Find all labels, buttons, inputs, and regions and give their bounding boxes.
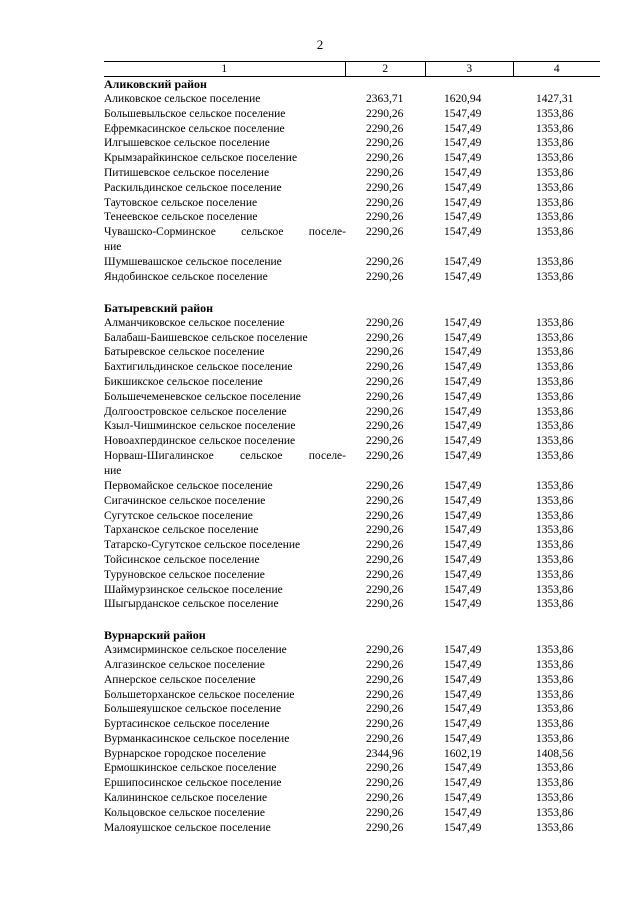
settlement-name: Батыревское сельское поселение xyxy=(104,346,265,359)
table-row xyxy=(104,225,600,255)
value-col-3: 1547,49 xyxy=(444,732,482,745)
value-col-2: 2290,26 xyxy=(366,644,404,657)
value-col-3: 1602,19 xyxy=(444,747,482,760)
value-col-3: 1547,49 xyxy=(444,583,482,596)
settlement-name-line: Чувашско-Сорминское сельское поселе- xyxy=(104,226,346,239)
value-col-3: 1547,49 xyxy=(444,777,482,790)
value-col-4: 1353,86 xyxy=(536,226,574,239)
settlement-name: Апнерское сельское поселение xyxy=(104,673,256,686)
value-col-3: 1547,49 xyxy=(444,166,482,179)
value-col-3: 1547,49 xyxy=(444,196,482,209)
value-col-3: 1547,49 xyxy=(444,270,482,283)
table-body xyxy=(104,77,600,835)
table-row xyxy=(104,210,600,225)
table-row xyxy=(104,196,600,211)
value-col-2: 2290,26 xyxy=(366,331,404,344)
table-row xyxy=(104,270,600,285)
table-row xyxy=(104,806,600,821)
value-col-4: 1353,86 xyxy=(536,390,574,403)
value-col-2: 2290,26 xyxy=(366,226,404,239)
settlement-name: Буртасинское сельское поселение xyxy=(104,718,270,731)
table-row xyxy=(104,375,600,390)
settlement-name: Шыгырданское сельское поселение xyxy=(104,598,279,611)
value-col-3: 1547,49 xyxy=(444,405,482,418)
settlement-name: Кзыл-Чишминское сельское поселение xyxy=(104,420,296,433)
settlement-name: Первомайское сельское поселение xyxy=(104,479,273,492)
settlement-name: Питишевское сельское поселение xyxy=(104,166,270,179)
value-col-3: 1547,49 xyxy=(444,568,482,581)
value-col-4: 1353,86 xyxy=(536,494,574,507)
settlement-name: Сугутское сельское поселение xyxy=(104,509,253,522)
value-col-4: 1408,56 xyxy=(536,747,574,760)
settlement-name: Большечеменевское сельское поселение xyxy=(104,390,301,403)
settlement-name-continuation: ние xyxy=(104,464,122,477)
value-col-4: 1353,86 xyxy=(536,821,574,834)
table-row xyxy=(104,390,600,405)
column-header-2: 2 xyxy=(345,62,426,76)
value-col-4: 1353,86 xyxy=(536,316,574,329)
value-col-3: 1547,49 xyxy=(444,226,482,239)
value-col-3: 1547,49 xyxy=(444,122,482,135)
table-row xyxy=(104,509,600,524)
value-col-2: 2290,26 xyxy=(366,420,404,433)
table-row xyxy=(104,747,600,762)
settlement-name: Малояушское сельское поселение xyxy=(104,821,271,834)
value-col-4: 1353,86 xyxy=(536,732,574,745)
table-row xyxy=(104,673,600,688)
value-col-3: 1547,49 xyxy=(444,539,482,552)
table-row xyxy=(104,316,600,331)
settlement-name: Бикшикское сельское поселение xyxy=(104,375,263,388)
value-col-2: 2290,26 xyxy=(366,509,404,522)
settlement-name: Шумшевашское сельское поселение xyxy=(104,256,282,269)
value-col-4: 1353,86 xyxy=(536,583,574,596)
value-col-2: 2290,26 xyxy=(366,122,404,135)
settlement-name: Долгоостровское сельское поселение xyxy=(104,405,287,418)
table-row xyxy=(104,92,600,107)
value-col-3: 1547,49 xyxy=(444,435,482,448)
value-col-2: 2290,26 xyxy=(366,777,404,790)
value-col-2: 2290,26 xyxy=(366,405,404,418)
settlement-name-continuation: ние xyxy=(104,241,122,254)
table-row xyxy=(104,791,600,806)
table-row xyxy=(104,688,600,703)
settlement-name: Тенеевское сельское поселение xyxy=(104,211,258,224)
value-col-4: 1353,86 xyxy=(536,435,574,448)
settlement-name: Азимсирминское сельское поселение xyxy=(104,644,287,657)
value-col-2: 2290,26 xyxy=(366,181,404,194)
value-col-2: 2290,26 xyxy=(366,270,404,283)
value-col-4: 1353,86 xyxy=(536,539,574,552)
value-col-2: 2363,71 xyxy=(366,93,404,105)
value-col-3: 1547,49 xyxy=(444,806,482,819)
column-header-3: 3 xyxy=(425,62,512,76)
settlement-name: Алгазинское сельское поселение xyxy=(104,658,265,671)
settlement-name: Татарско-Сугутское сельское поселение xyxy=(104,539,301,552)
value-col-2: 2290,26 xyxy=(366,658,404,671)
tariff-table xyxy=(104,61,600,835)
value-col-2: 2290,26 xyxy=(366,821,404,834)
table-row xyxy=(104,776,600,791)
table-row xyxy=(104,479,600,494)
value-col-3: 1547,49 xyxy=(444,181,482,194)
value-col-4: 1353,86 xyxy=(536,806,574,819)
table-row xyxy=(104,449,600,479)
settlement-name: Раскильдинское сельское поселение xyxy=(104,181,282,194)
table-row xyxy=(104,568,600,583)
value-col-4: 1353,86 xyxy=(536,152,574,165)
value-col-2: 2290,26 xyxy=(366,568,404,581)
value-col-2: 2290,26 xyxy=(366,673,404,686)
value-col-3: 1547,49 xyxy=(444,420,482,433)
settlement-name: Новоахпердинское сельское поселение xyxy=(104,435,296,448)
value-col-3: 1547,49 xyxy=(444,479,482,492)
settlement-name: Большеторханское сельское поселение xyxy=(104,688,295,701)
value-col-2: 2290,26 xyxy=(366,494,404,507)
table-row xyxy=(104,717,600,732)
table-row xyxy=(104,553,600,568)
value-col-2: 2290,26 xyxy=(366,539,404,552)
settlement-name: Большевыльское сельское поселение xyxy=(104,107,286,120)
district-heading: Батыревский район xyxy=(104,300,214,315)
table-row xyxy=(104,597,600,612)
value-col-4: 1353,86 xyxy=(536,270,574,283)
value-col-4: 1353,86 xyxy=(536,598,574,611)
value-col-2: 2290,26 xyxy=(366,524,404,537)
value-col-4: 1353,86 xyxy=(536,181,574,194)
table-row xyxy=(104,658,600,673)
value-col-2: 2290,26 xyxy=(366,449,404,462)
settlement-name: Туруновское сельское поселение xyxy=(104,568,265,581)
value-col-2: 2290,26 xyxy=(366,732,404,745)
value-col-2: 2290,26 xyxy=(366,598,404,611)
settlement-name: Ермошкинское сельское поселение xyxy=(104,762,277,775)
value-col-4: 1353,86 xyxy=(536,658,574,671)
table-row xyxy=(104,136,600,151)
value-col-2: 2290,26 xyxy=(366,375,404,388)
value-col-2: 2290,26 xyxy=(366,479,404,492)
value-col-4: 1353,86 xyxy=(536,346,574,359)
value-col-2: 2290,26 xyxy=(366,137,404,150)
value-col-3: 1547,49 xyxy=(444,509,482,522)
value-col-4: 1353,86 xyxy=(536,211,574,224)
value-col-4: 1353,86 xyxy=(536,673,574,686)
section-spacer xyxy=(104,285,600,301)
page-number: 2 xyxy=(316,37,324,52)
value-col-3: 1547,49 xyxy=(444,494,482,507)
value-col-2: 2290,26 xyxy=(366,762,404,775)
settlement-name: Калининское сельское поселение xyxy=(104,792,268,805)
value-col-4: 1353,86 xyxy=(536,196,574,209)
value-col-3: 1547,49 xyxy=(444,390,482,403)
table-row xyxy=(104,434,600,449)
value-col-4: 1353,86 xyxy=(536,644,574,657)
value-col-4: 1353,86 xyxy=(536,361,574,374)
table-row xyxy=(104,107,600,122)
value-col-3: 1547,49 xyxy=(444,718,482,731)
value-col-4: 1353,86 xyxy=(536,509,574,522)
value-col-2: 2290,26 xyxy=(366,361,404,374)
settlement-name: Сигачинское сельское поселение xyxy=(104,494,266,507)
value-col-4: 1353,86 xyxy=(536,375,574,388)
settlement-name: Ефремкасинское сельское поселение xyxy=(104,122,285,135)
value-col-2: 2344,96 xyxy=(366,747,404,760)
value-col-4: 1353,86 xyxy=(536,688,574,701)
value-col-4: 1353,86 xyxy=(536,122,574,135)
value-col-3: 1547,49 xyxy=(444,256,482,269)
column-header-1: 1 xyxy=(221,63,228,75)
settlement-name: Тойсинское сельское поселение xyxy=(104,553,260,566)
value-col-4: 1353,86 xyxy=(536,331,574,344)
settlement-name xyxy=(104,449,346,479)
column-header-4: 4 xyxy=(513,62,600,76)
value-col-4: 1353,86 xyxy=(536,792,574,805)
value-col-3: 1547,49 xyxy=(444,346,482,359)
settlement-name: Яндобинское сельское поселение xyxy=(104,270,268,283)
value-col-2: 2290,26 xyxy=(366,346,404,359)
value-col-4: 1353,86 xyxy=(536,166,574,179)
value-col-4: 1353,86 xyxy=(536,553,574,566)
value-col-3: 1547,49 xyxy=(444,792,482,805)
value-col-4: 1353,86 xyxy=(536,703,574,716)
value-col-4: 1353,86 xyxy=(536,568,574,581)
value-col-4: 1353,86 xyxy=(536,449,574,462)
value-col-3: 1547,49 xyxy=(444,658,482,671)
value-col-3: 1547,49 xyxy=(444,211,482,224)
settlement-name xyxy=(104,225,346,255)
value-col-4: 1353,86 xyxy=(536,718,574,731)
value-col-4: 1353,86 xyxy=(536,137,574,150)
table-row xyxy=(104,643,600,658)
district-heading: Вурнарский район xyxy=(104,628,206,643)
value-col-4: 1427,31 xyxy=(536,93,574,105)
value-col-3: 1547,49 xyxy=(444,688,482,701)
settlement-name: Кольцовское сельское поселение xyxy=(104,806,266,819)
value-col-3: 1547,49 xyxy=(444,762,482,775)
table-row xyxy=(104,494,600,509)
value-col-2: 2290,26 xyxy=(366,107,404,120)
value-col-3: 1620,94 xyxy=(444,93,482,105)
value-col-4: 1353,86 xyxy=(536,524,574,537)
settlement-name-line: Норваш-Шигалинское сельское поселе- xyxy=(104,449,346,462)
value-col-2: 2290,26 xyxy=(366,688,404,701)
value-col-4: 1353,86 xyxy=(536,405,574,418)
value-col-4: 1353,86 xyxy=(536,762,574,775)
value-col-3: 1547,49 xyxy=(444,316,482,329)
value-col-3: 1547,49 xyxy=(444,821,482,834)
value-col-2: 2290,26 xyxy=(366,152,404,165)
value-col-3: 1547,49 xyxy=(444,449,482,462)
table-row xyxy=(104,345,600,360)
settlement-name: Ершипосинское сельское поселение xyxy=(104,777,282,790)
value-col-3: 1547,49 xyxy=(444,107,482,120)
section-spacer xyxy=(104,612,600,628)
settlement-name: Шаймурзинское сельское поселение xyxy=(104,583,283,596)
table-row xyxy=(104,360,600,375)
settlement-name: Тарханское сельское поселение xyxy=(104,524,259,537)
settlement-name: Крымзарайкинское сельское поселение xyxy=(104,152,298,165)
value-col-4: 1353,86 xyxy=(536,777,574,790)
settlement-name: Алманчиковское сельское поселение xyxy=(104,316,285,329)
table-row xyxy=(104,702,600,717)
table-row xyxy=(104,181,600,196)
table-row xyxy=(104,166,600,181)
value-col-3: 1547,49 xyxy=(444,137,482,150)
value-col-3: 1547,49 xyxy=(444,673,482,686)
table-row xyxy=(104,151,600,166)
table-row xyxy=(104,732,600,747)
value-col-2: 2290,26 xyxy=(366,166,404,179)
table-row xyxy=(104,523,600,538)
value-col-3: 1547,49 xyxy=(444,524,482,537)
settlement-name: Аликовское сельское поселение xyxy=(104,93,261,105)
value-col-2: 2290,26 xyxy=(366,703,404,716)
value-col-2: 2290,26 xyxy=(366,806,404,819)
value-col-3: 1547,49 xyxy=(444,361,482,374)
value-col-2: 2290,26 xyxy=(366,256,404,269)
settlement-name: Вурнарское городское поселение xyxy=(104,747,266,760)
value-col-3: 1547,49 xyxy=(444,553,482,566)
value-col-2: 2290,26 xyxy=(366,792,404,805)
value-col-4: 1353,86 xyxy=(536,256,574,269)
district-heading: Аликовский район xyxy=(104,77,207,91)
settlement-name: Илгышевское сельское поселение xyxy=(104,137,270,150)
table-row xyxy=(104,419,600,434)
table-row xyxy=(104,583,600,598)
table-row xyxy=(104,122,600,137)
table-row xyxy=(104,538,600,553)
value-col-3: 1547,49 xyxy=(444,152,482,165)
value-col-3: 1547,49 xyxy=(444,644,482,657)
value-col-2: 2290,26 xyxy=(366,390,404,403)
value-col-2: 2290,26 xyxy=(366,211,404,224)
value-col-2: 2290,26 xyxy=(366,583,404,596)
value-col-4: 1353,86 xyxy=(536,420,574,433)
value-col-2: 2290,26 xyxy=(366,316,404,329)
table-row xyxy=(104,405,600,420)
settlement-name: Большеяушское сельское поселение xyxy=(104,703,282,716)
value-col-2: 2290,26 xyxy=(366,553,404,566)
settlement-name: Бахтигильдинское сельское поселение xyxy=(104,361,293,374)
value-col-3: 1547,49 xyxy=(444,331,482,344)
value-col-4: 1353,86 xyxy=(536,107,574,120)
table-row xyxy=(104,821,600,836)
table-header xyxy=(104,61,600,77)
settlement-name: Вурманкасинское сельское поселение xyxy=(104,732,290,745)
value-col-2: 2290,26 xyxy=(366,718,404,731)
settlement-name: Балабаш-Баишевское сельское поселение xyxy=(104,331,308,344)
value-col-3: 1547,49 xyxy=(444,598,482,611)
value-col-2: 2290,26 xyxy=(366,435,404,448)
table-row xyxy=(104,761,600,776)
value-col-2: 2290,26 xyxy=(366,196,404,209)
value-col-3: 1547,49 xyxy=(444,375,482,388)
table-row xyxy=(104,331,600,346)
value-col-4: 1353,86 xyxy=(536,479,574,492)
value-col-3: 1547,49 xyxy=(444,703,482,716)
table-row xyxy=(104,255,600,270)
settlement-name: Таутовское сельское поселение xyxy=(104,196,258,209)
